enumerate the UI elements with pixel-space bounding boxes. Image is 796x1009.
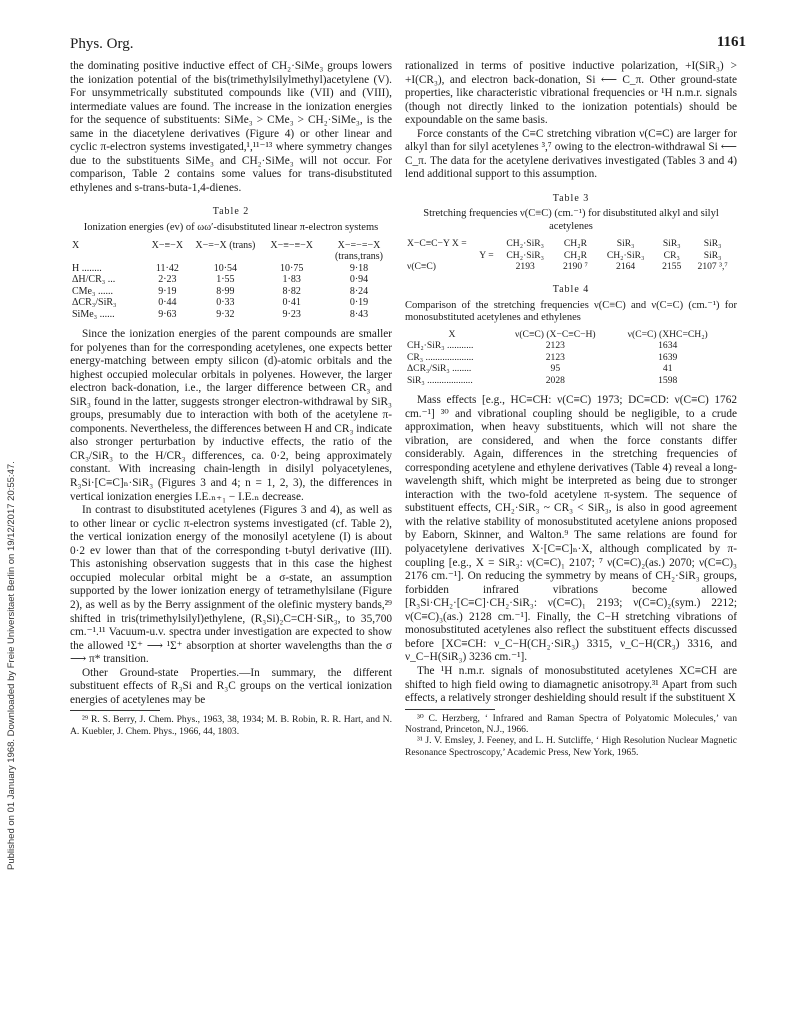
table4 — [405, 329, 724, 387]
table-cell: 2164 — [616, 261, 636, 273]
table-header-row — [70, 240, 392, 263]
table-cell: 10·75 — [280, 262, 304, 274]
table-cell: Y = — [479, 249, 494, 261]
table-cell: 1639 — [658, 351, 678, 363]
footnote: ²⁹ R. S. Berry, J. Chem. Phys., 1963, 38, 1934; M. B. Robin, R. R. Hart, and N. A. Kuebler, J. Chem. Phys., 1966, 44, 1803. — [70, 714, 392, 737]
right-column — [405, 60, 737, 758]
table-header: ν(C≡C) (X−C≡C−H) — [515, 328, 596, 340]
table4-caption: Table 4 — [552, 283, 590, 295]
table-cell: X−C≡C−Y X = — [407, 238, 467, 250]
table-cell: SiR₃ — [616, 238, 635, 250]
left-column — [70, 60, 392, 737]
table-row — [70, 286, 392, 298]
table-header: X — [448, 328, 456, 340]
table-cell: 11·42 — [155, 262, 179, 274]
table-cell: CR₃ .................... — [407, 351, 474, 363]
table-cell: CMe₃ ...... — [72, 285, 113, 297]
table-cell: ΔCR₃/SiR₃ — [72, 297, 117, 309]
paragraph: rationalized in terms of positive inductive polarization, +I(SiR₃) > +I(CR₃), and electron back-donation, Si ⟵ C_π. Other ground-state properties, like characteristic vibrational frequencies or ¹H n.m.r. signals (though not directly linked to the ionization potentials) should be expoundable on the same basis. — [405, 60, 737, 127]
table-cell: ΔH/CR₃ ... — [72, 274, 116, 286]
table-header: X−≡−≡−X — [270, 239, 314, 251]
table-row — [405, 261, 737, 273]
table-row — [405, 340, 724, 352]
table-row — [70, 274, 392, 286]
footnote: ³⁰ C. Herzberg, ‘ Infrared and Raman Spectra of Polyatomic Molecules,’ van Nostrand, Princeton, N.J., 1966. — [405, 712, 737, 735]
table-cell: CH₂·SiR₃ ........... — [407, 340, 474, 352]
table-cell: CH₂R — [563, 238, 587, 250]
journal-section: Phys. Org. — [70, 36, 134, 52]
table-cell: SiR₃ — [703, 249, 722, 261]
page-number: 1161 — [716, 34, 746, 50]
table-cell: 9·18 — [349, 262, 369, 274]
paragraph: Mass effects [e.g., HC≡CH: ν(C≡C) 1973; DC≡CD: ν(C≡C) 1762 cm.⁻¹] ³⁰ and vibrational coupling should be negligible, to a crude approximation, when heavy substituents, which will not share the vibration, are considered, and when the force constants differ considerably. Again, differences in the stretching frequencies of corresponding acetylene and ethylene derivatives (Table 4) reveal a long-wavelength shift, which might be interpreted as being due to stronger interaction with the two-fold acetylene π-system. The sequence of substituent effects, CH₂·SiR₃ ~ CR₃ < SiR₃, is also in good agreement with the relative stability of monosubstituted acetylene anions proposed by Eaborn, Skinner, and Walton.⁹ The same relations are found for polyacetylene derivatives X·[C≡C]ₙ·X, although complicated by π-coupling [e.g., X = SiR₃: ν(C≡C)₁ 2107; ⁷ ν(C≡C)₂(as.) 2070; ν(C≡C)₃ 2176 cm.⁻¹]. On reducing the symmetry by means of CH₂·SiR₃ groups, forbidden infrared vibrations become allowed [R₃Si·CH₂·[C≡C]·CH₂·SiR₃: ν(C≡C)₁ 2193; ν(C≡C)₂(sym.) 2212; ν(C≡C)₃(as.) 2128 cm.⁻¹]. Finally, the C−H stretching vibrations of monosubstituted acetylenes also reflect the substituent effects discussed before [XC≡CH: ν_C−H(CH₂·SiR₃) 3315, ν_C−H(CR₃) 3316, and ν_C−H(SiR₃) 3236 cm.⁻¹]. — [405, 394, 737, 664]
table-row — [405, 238, 737, 250]
table-cell: 8·24 — [349, 285, 369, 297]
table-cell: 1634 — [658, 340, 678, 352]
paragraph: Force constants of the C≡C stretching vibration ν(C≡C) are larger for alkyl than for silyl acetylenes ³,⁷ owing to the electron-withdrawal Si ⟵ C_π. The data for the acetylene derivatives investigated (Tables 3 and 4) lend additional support to this assumption. — [405, 127, 737, 181]
table-cell: 9·32 — [216, 308, 235, 320]
table-cell: 8·99 — [216, 285, 235, 297]
table-cell: 2123 — [545, 351, 565, 363]
table-cell: 2028 — [545, 374, 565, 386]
table-cell: CH₂·SiR₃ — [506, 249, 545, 261]
table-cell: SiMe₃ ...... — [72, 308, 115, 320]
table-cell: 2193 — [515, 261, 535, 273]
table-cell: 1·55 — [216, 274, 235, 286]
table-cell: 2155 — [662, 261, 682, 273]
table-cell: 10·54 — [213, 262, 238, 274]
table-cell: SiR₃ — [662, 238, 681, 250]
table-header: X−≡−X — [151, 239, 184, 251]
paragraph: Since the ionization energies of the parent compounds are smaller for polyenes than for the corresponding acetylenes, one expects better energy-matching between empty silicon (d)-atomic orbitals and the highest occupied molecular orbitals in polyenes. However, the larger electron back-donation, i.e., the larger difference between CR₃ and SiR₃ found in the latter, suggests stronger electron-withdrawal by SiR₃ groups, presumably due to interaction with both of the acetylene π-components. Nevertheless, the differences between H and CR₃ indicate also stronger perturbation by inductive effects, the ratio of the CR₃/SiR₃ to the H/CR₃ differences, ca. 0·2, being approximately constant. With increasing chain-length in disilyl polyacetylenes, R₃Si·[C≡C]ₙ·SiR₃ (Figures 3 and 4; n = 1, 2, 3), the differences in vertical ionization energies I.E.ₙ₊₁ − I.E.ₙ decrease. — [70, 328, 392, 503]
table-row — [405, 352, 724, 364]
table-row — [405, 250, 737, 262]
table-cell: 0·33 — [216, 297, 235, 309]
table-cell: 2107 ³,⁷ — [697, 261, 728, 273]
table3 — [405, 238, 737, 273]
table-cell: 95 — [550, 363, 561, 375]
footnote-rule — [405, 709, 495, 710]
table4-title: Comparison of the stretching frequencies ν(C≡C) and ν(C=C) (cm.⁻¹) for monosubstituted acetylenes and ethylenes — [405, 299, 737, 324]
table-cell: 2123 — [545, 340, 565, 352]
table-row — [405, 363, 724, 375]
table-header: X — [72, 239, 80, 251]
table-cell: 9·23 — [282, 308, 301, 320]
table-cell: 0·94 — [349, 274, 369, 286]
table-header-row — [405, 329, 724, 341]
table-cell: 9·63 — [158, 308, 177, 320]
table-header: X−=−X (trans) — [195, 239, 256, 251]
table-cell: 0·41 — [282, 297, 301, 309]
table-cell: 0·19 — [349, 297, 369, 309]
table-cell: 0·44 — [158, 297, 177, 309]
table-cell: CH₂·SiR₃ — [506, 238, 545, 250]
paragraph: Other Ground-state Properties.—In summary, the different substituent effects of R₃Si and R₃C groups on the vertical ionization energies of acetylenes may be — [70, 666, 392, 706]
table2-title: Ionization energies (ev) of ωω′-disubstituted linear π-electron systems — [83, 222, 379, 234]
table-row — [70, 297, 392, 309]
download-notice: Published on 01 January 1968. Downloaded by Freie Universitaet Berlin on 19/12/2017 20:55:47. — [6, 461, 17, 870]
table-cell: ν(C≡C) — [407, 261, 436, 273]
paragraph: In contrast to disubstituted acetylenes (Figures 3 and 4), as well as to other linear or cyclic π-electron systems investigated (cf. Table 2), the vertical ionization energy of the monosilyl acetylene (I) is about 0·2 ev lower than that of the corresponding t-butyl derivative (III). This astonishing observation suggests that in this case the highest occupied molecular orbital might be a σ-state, an assumption supported by the lower ionization energy of tetramethylsilane (Figure 2), as well as by the Berry assignment of the olefinic mystery bands,²⁹ shifted in tris(trimethylsilyl)ethylene, (R₃Si)₂C=CH·SiR₃, to 35,700 cm.⁻¹.¹¹ Vacuum-u.v. spectra under investigation are expected to show the allowed ¹Σ⁺ ⟶ ¹Σ⁺ absorption at shorter wavelengths than the σ ⟶ π* transition. — [70, 504, 392, 666]
table-row — [405, 375, 724, 387]
table-cell: CH₂R — [563, 249, 587, 261]
paragraph: The ¹H n.m.r. signals of monosubstituted acetylenes XC≡CH are shifted to high field owing to diamagnetic anisotropy.³¹ Apart from such effects, a relatively stronger deshielding should result if the substituent X — [405, 664, 737, 705]
table-cell: 9·19 — [158, 285, 177, 297]
table-cell: 2190 ⁷ — [562, 261, 588, 273]
table-cell: SiR₃ — [703, 238, 722, 250]
table-cell: 2·23 — [158, 274, 177, 286]
table-cell: CH₂·SiR₃ — [606, 249, 645, 261]
table3-caption: Table 3 — [552, 192, 590, 204]
table-cell: 8·82 — [282, 285, 301, 297]
table-cell: ΔCR₃/SiR₃ ........ — [407, 363, 472, 375]
table-cell: H ........ — [72, 262, 102, 274]
table-cell: SiR₃ ................... — [407, 374, 473, 386]
table-header: ν(C=C) (XHC=CH₂) — [627, 328, 708, 340]
table3-title: Stretching frequencies ν(C≡C) (cm.⁻¹) for disubstituted alkyl and silyl acetylenes — [423, 208, 719, 232]
table2-caption: Table 2 — [212, 206, 250, 218]
table-cell: 1598 — [658, 374, 678, 386]
table-cell: 1·83 — [282, 274, 301, 286]
paragraph: the dominating positive inductive effect of CH₂·SiMe₃ groups lowers the ionization potential of the bis(trimethylsilylmethyl)acetylene (V). For unsymmetrically substituted compounds like (VII) and (VIII), intermediate values are found. The increase in the ionization energies for the sequence of substituents: SiMe₃ > CMe₃ > CH₂·SiMe₃, is the same in the diacetylene derivatives (Figure 4) or other linear and cyclic π-electron systems investigated,¹,¹¹⁻¹³ where symmetry changes due to the substituents SiMe₃ and CH₂·SiMe₃ will not occur. For comparison, Table 2 contains some values for trans-disubstituted ethylenes and s-trans-buta-1,4-dienes. — [70, 60, 392, 194]
table-cell: 41 — [662, 363, 673, 375]
footnote: ³¹ J. V. Emsley, J. Feeney, and L. H. Sutcliffe, ‘ High Resolution Nuclear Magnetic Resonance Spectroscopy,’ Academic Press, New York, 1965. — [405, 735, 737, 758]
table-cell: 8·43 — [349, 308, 369, 320]
table-row — [70, 263, 392, 275]
table2 — [70, 240, 392, 321]
table-cell: CR₃ — [663, 249, 680, 261]
table-row — [70, 309, 392, 321]
table-header: X−=−=−X (trans,trans) — [334, 239, 384, 263]
footnote-rule — [70, 710, 160, 711]
